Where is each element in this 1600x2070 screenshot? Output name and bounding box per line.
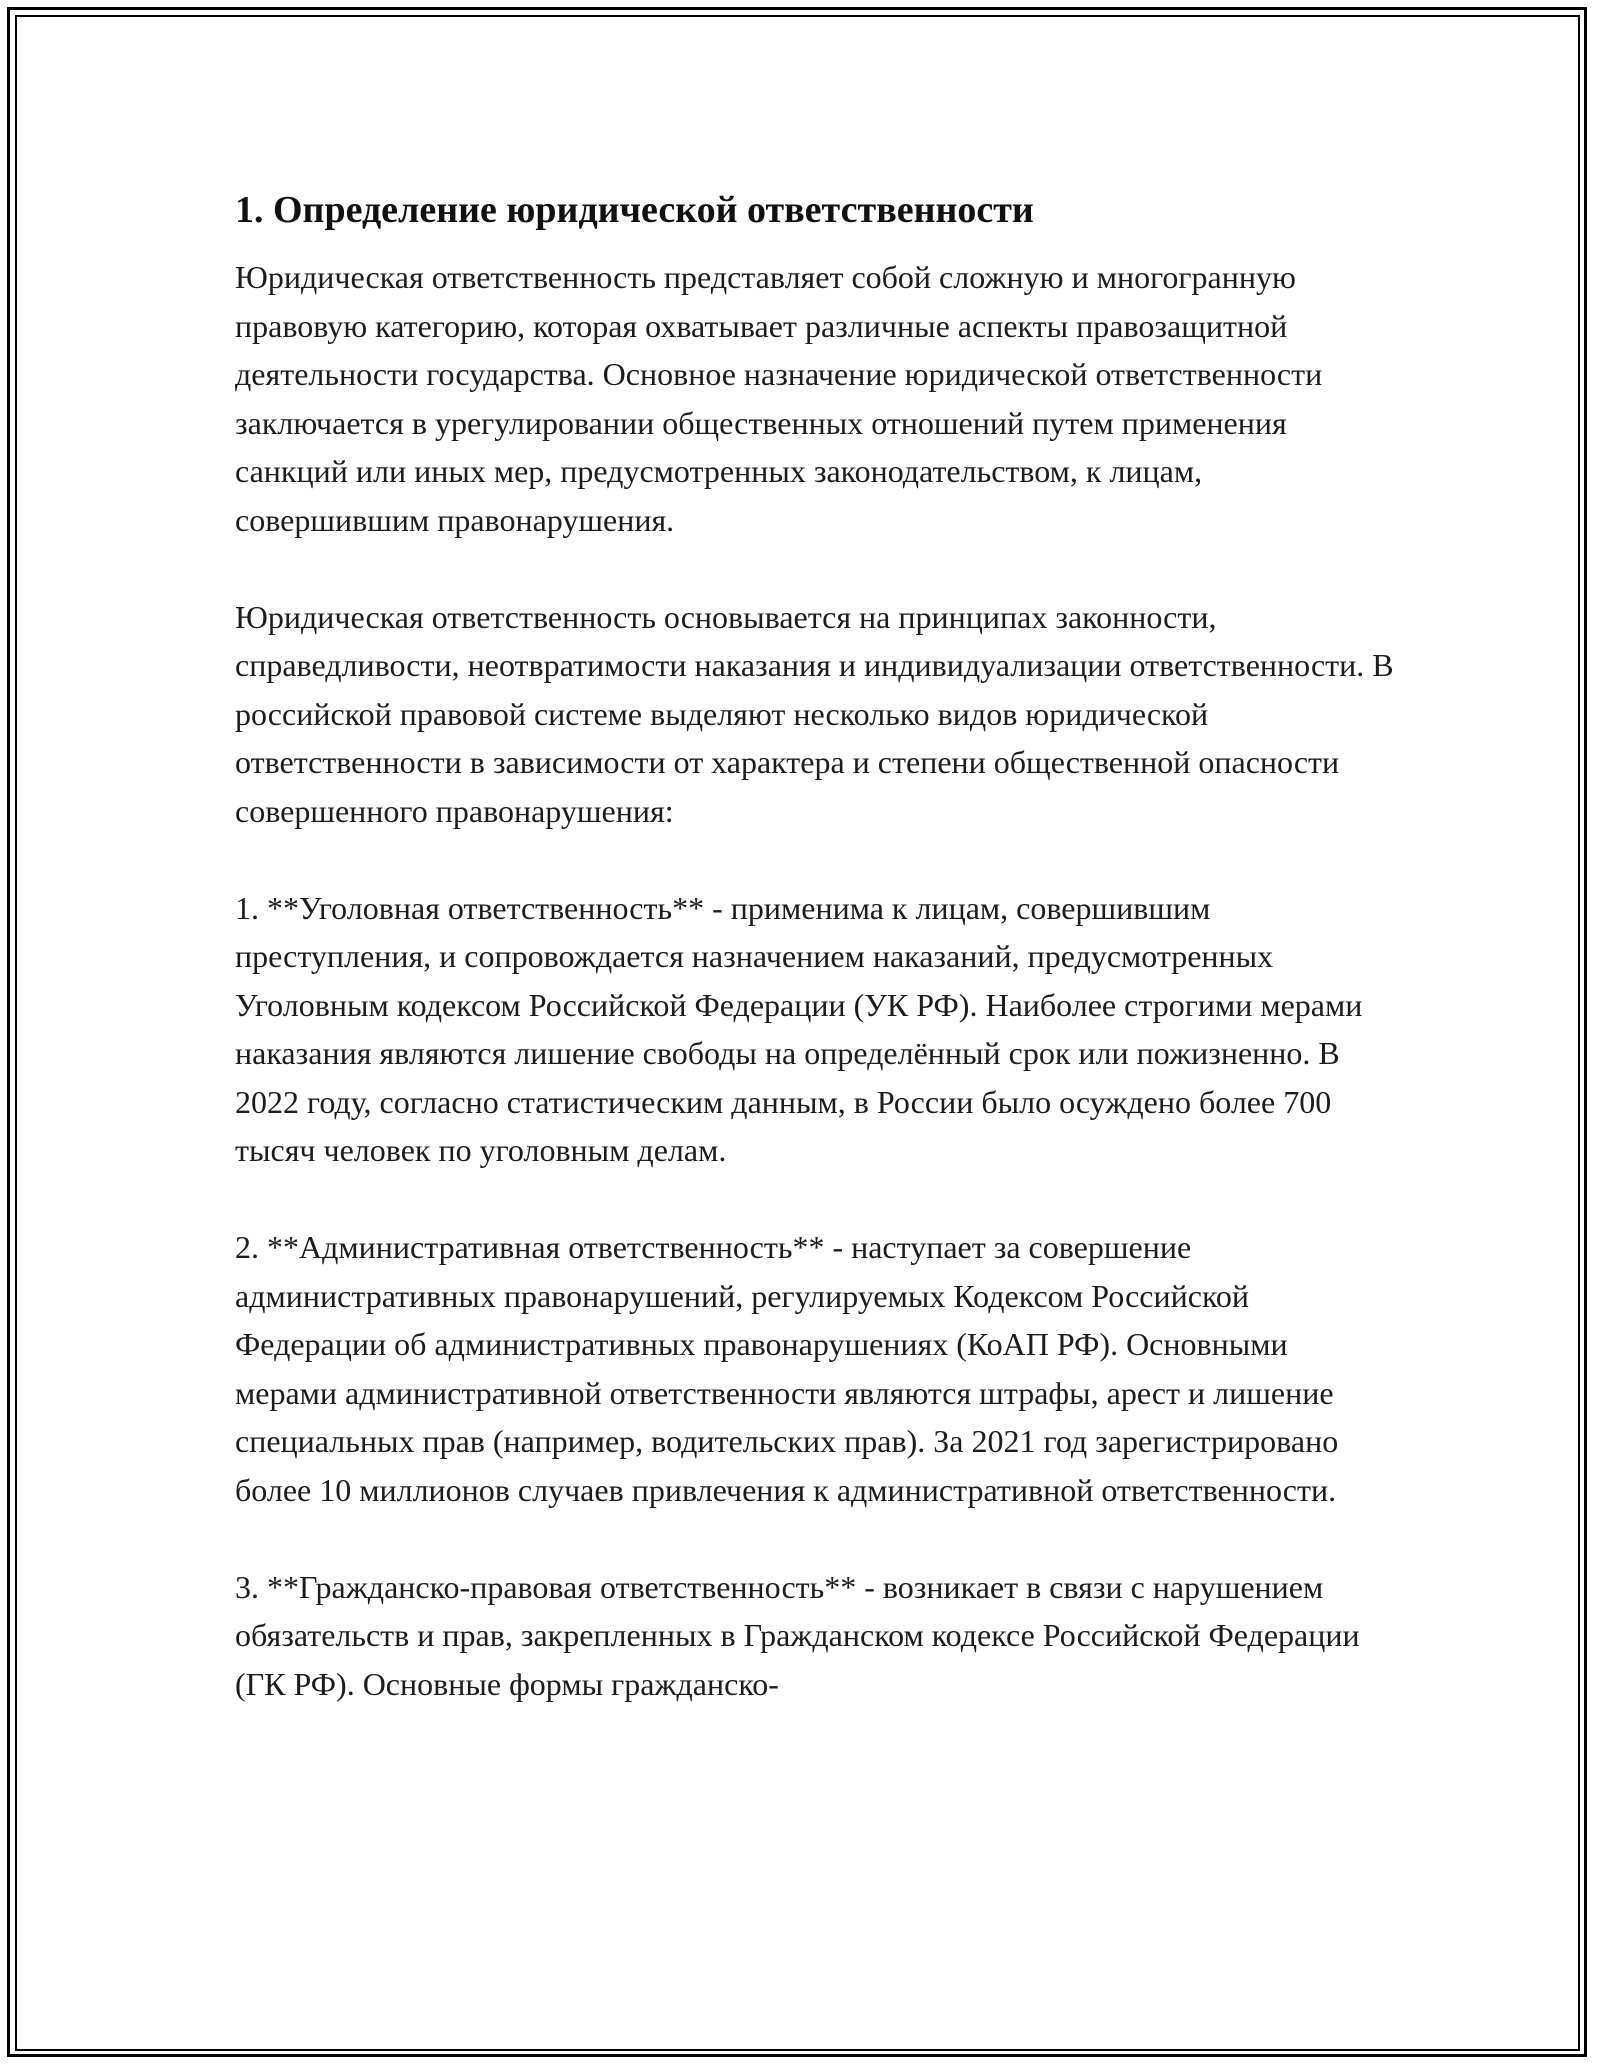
list-item-criminal-liability: 1. **Уголовная ответственность** - применима к лицам, совершившим преступления, и сопровождается назначением наказаний, предусмотренных Уголовным кодексом Российской Федерации (УК РФ). Наиболее строгими мерами наказания являются лишение свободы на определённый срок или пожизненно. В 2022 году, согласно статистическим данным, в России было осуждено более 700 тысяч человек по уголовным делам. (235, 889, 1363, 1168)
paragraph-intro: Юридическая ответственность представляет собой сложную и многогранную правовую категорию, которая охватывает различные аспекты правозащитной деятельности государства. Основное назначение юридической ответственности заключается в урегулировании общественных отношений путем применения санкций или иных мер, предусмотренных законодательством, к лицам, совершившим правонарушения. (235, 259, 1323, 538)
paragraph-principles: Юридическая ответственность основывается на принципах законности, справедливости, неотвратимости наказания и индивидуализации ответственности. В российской правовой системе выделяют несколько видов юридической ответственности в зависимости от характера и степени общественной опасности совершенного правонарушения: (235, 598, 1394, 829)
section-heading: 1. Определение юридической ответственности (235, 189, 1034, 231)
list-item-civil-liability: 3. **Гражданско-правовая ответственность** - возникает в связи с нарушением обязательств и прав, закрепленных в Гражданском кодексе Российской Федерации (ГК РФ). Основные формы гражданско- (235, 1568, 1360, 1702)
list-item-administrative-liability: 2. **Административная ответственность** - наступает за совершение административных правонарушений, регулируемых Кодексом Российской Федерации об административных правонарушениях (КоАП РФ). Основными мерами административной ответственности являются штрафы, арест и лишение специальных прав (например, водительских прав). За 2021 год зарегистрировано более 10 миллионов случаев привлечения к административной ответственности. (235, 1229, 1339, 1508)
document-body (235, 185, 1395, 1708)
